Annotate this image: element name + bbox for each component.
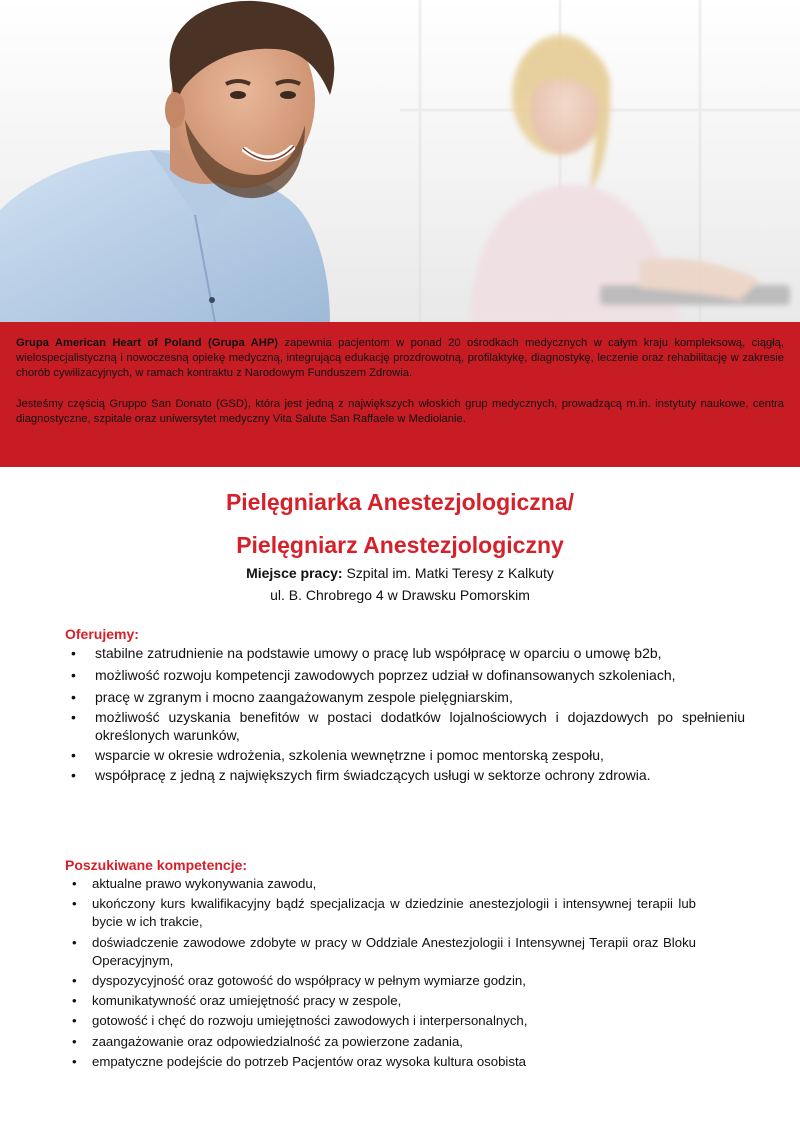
job-title-line-1: Pielęgniarka Anestezjologiczna/ xyxy=(225,489,575,515)
skills-list xyxy=(92,875,696,1071)
offer-list xyxy=(95,644,745,784)
skills-item: • ukończony kurs kwalifikacyjny bądź specjalizacja w dziedzinie anestezjologii i intensywnej terapii lub bycie w ich trakcie, xyxy=(92,895,696,931)
offer-item: • możliwość rozwoju kompetencji zawodowych poprzez udział w dofinansowanych szkoleniach, xyxy=(95,666,745,684)
offer-item: • stabilne zatrudnienie na podstawie umowy o pracę lub współpracę w oparciu o umowę b2b, xyxy=(95,644,745,662)
intro-paragraph-1 xyxy=(16,336,784,382)
workplace-label: Miejsce pracy: xyxy=(246,565,343,581)
skills-item: • gotowość i chęć do rozwoju umiejętności zawodowych i interpersonalnych, xyxy=(92,1012,696,1030)
skills-item: • komunikatywność oraz umiejętność pracy w zespole, xyxy=(92,992,696,1010)
job-title-line-2: Pielęgniarz Anestezjologiczny xyxy=(236,532,564,558)
workplace-address: ul. B. Chrobrego 4 w Drawsku Pomorskim xyxy=(270,587,530,603)
photo-people-at-office-icon xyxy=(0,0,800,322)
workplace-location xyxy=(0,565,800,581)
skills-item: • doświadczenie zawodowe zdobyte w pracy w Oddziale Anestezjologii i Intensywnej Terapii oraz Bloku Operacyjnym, xyxy=(92,934,696,970)
offer-item: • wsparcie w okresie wdrożenia, szkolenia wewnętrzne i pomoc mentorską zespołu, xyxy=(95,746,745,764)
hero-photo xyxy=(0,0,800,322)
intro-paragraph-1-text: zapewnia pacjentom w ponad 20 ośrodkach medycznych w całym kraju kompleksową, ciągłą, wielospecjalistyczną i nowoczesną opiekę medyczną, integrującą edukację prozdrowotną, profilaktykę, diagnostykę, leczenie oraz rehabilitację w zakresie chorób cywilizacyjnych, w ramach kontraktu z Narodowym Funduszem Zdrowia. xyxy=(16,337,784,380)
skills-item: • aktualne prawo wykonywania zawodu, xyxy=(92,875,696,893)
workplace-value: Szpital im. Matki Teresy z Kalkuty xyxy=(342,565,554,581)
company-intro-band xyxy=(0,322,800,467)
offer-heading: Oferujemy: xyxy=(65,626,139,642)
skills-item: • dyspozycyjność oraz gotowość do współpracy w pełnym wymiarze godzin, xyxy=(92,972,696,990)
offer-item: • możliwość uzyskania benefitów w postaci dodatków lojalnościowych i dojazdowych po spełnieniu określonych warunków, xyxy=(95,708,745,744)
offer-item: • współpracę z jedną z największych firm świadczących usługi w sektorze ochrony zdrowia. xyxy=(95,766,745,784)
offer-item: • pracę w zgranym i mocno zaangażowanym zespole pielęgniarskim, xyxy=(95,688,745,706)
skills-item: • zaangażowanie oraz odpowiedzialność za powierzone zadania, xyxy=(92,1033,696,1051)
company-name: Grupa American Heart of Poland (Grupa AHP) xyxy=(16,337,279,349)
intro-paragraph-2: Jesteśmy częścią Gruppo San Donato (GSD), która jest jedną z największych włoskich grup medycznych, prowadzącą m.in. instytuty naukowe, centra diagnostyczne, szpitale oraz uniwersytet medyczny Vita Salute San Raffaele w Mediolanie. xyxy=(16,397,784,425)
skills-item: • empatyczne podejście do potrzeb Pacjentów oraz wysoka kultura osobista xyxy=(92,1053,696,1071)
skills-heading: Poszukiwane kompetencje: xyxy=(65,857,248,873)
